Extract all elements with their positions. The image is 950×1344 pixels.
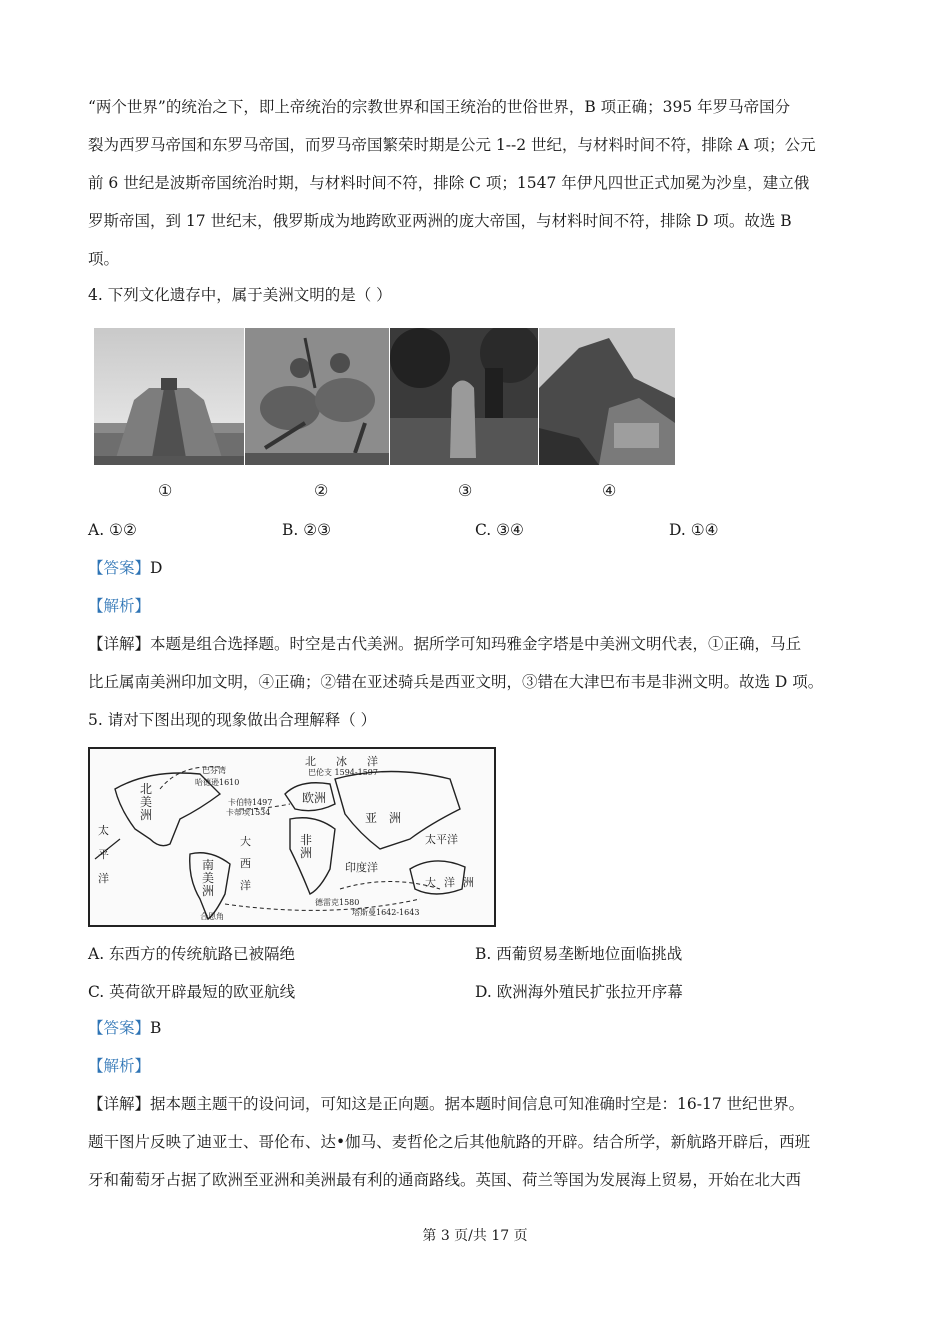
photo-great-zimbabwe xyxy=(390,328,538,465)
answer-tag: 【答案】 xyxy=(88,1019,151,1037)
q4-answer xyxy=(88,557,162,579)
q4-option-b: B. ②③ xyxy=(282,521,332,539)
q4-option-a: A. ①② xyxy=(88,521,137,539)
label-oceania: 大洋洲 xyxy=(425,876,482,889)
image-label-2: ② xyxy=(314,481,329,500)
photo-pyramid xyxy=(94,328,244,465)
photo-machu-picchu xyxy=(539,328,675,465)
q4-detail-line-2: 比丘属南美洲印加文明，④正确；②错在亚述骑兵是西亚文明，③错在大津巴布韦是非洲文明。故选 D 项。 xyxy=(88,673,824,691)
q5-answer xyxy=(88,1017,161,1039)
q5-option-b: B. 西葡贸易垄断地位面临挑战 xyxy=(475,945,683,963)
photo-assyrian-relief xyxy=(245,328,389,465)
label-pacific-right: 太平洋 xyxy=(425,833,458,846)
q4-analysis-tag: 【解析】 xyxy=(88,597,151,615)
label-tasman: 塔斯曼1642-1643 xyxy=(352,908,420,917)
label-europe: 欧洲 xyxy=(302,791,327,805)
intro-line-5: 项。 xyxy=(88,250,120,268)
image-label-3: ③ xyxy=(458,481,473,500)
q5-analysis-tag: 【解析】 xyxy=(88,1057,151,1075)
intro-line-2: 裂为西罗马帝国和东罗马帝国，而罗马帝国繁荣时期是公元 1--2 世纪，与材料时间不符，排除 A 项；公元 xyxy=(88,136,816,154)
q4-option-d: D. ①④ xyxy=(669,521,719,539)
q5-detail-line-3: 牙和葡萄牙占据了欧洲至亚洲和美洲最有利的通商路线。英国、荷兰等国为发展海上贸易，开始在北大西 xyxy=(88,1171,802,1189)
q5-stem: 5. 请对下图出现的现象做出合理解释（ ） xyxy=(88,711,377,729)
intro-line-1: “两个世界”的统治之下，即上帝统治的宗教世界和国王统治的世俗世界，B 项正确；395 年罗马帝国分 xyxy=(88,98,791,116)
label-hudson: 哈德逊1610 xyxy=(195,778,240,787)
detail-text: 本题是组合选择题。时空是古代美洲。据所学可知玛雅金字塔是中美洲文明代表，①正确，马丘 xyxy=(150,635,802,653)
detail-text: 据本题主题干的设问词，可知这是正向题。据本题时间信息可知准确时空是：16-17 世纪世界。 xyxy=(150,1095,805,1113)
q4-stem: 4. 下列文化遗存中，属于美洲文明的是（ ） xyxy=(88,286,392,304)
label-africa: 非洲 xyxy=(300,833,313,860)
q5-option-d: D. 欧洲海外殖民扩张拉开序幕 xyxy=(475,983,683,1001)
world-map-figure xyxy=(88,747,496,927)
q5-detail-line-1 xyxy=(88,1093,804,1115)
image-label-1: ① xyxy=(158,481,173,500)
q4-detail-line-1 xyxy=(88,633,801,655)
answer-value: B xyxy=(150,1019,162,1037)
label-north-america: 北美洲 xyxy=(140,782,153,822)
q4-option-c: C. ③④ xyxy=(475,521,524,539)
q5-option-a: A. 东西方的传统航路已被隔绝 xyxy=(88,945,296,963)
page-footer: 第 3 页/共 17 页 xyxy=(422,1228,528,1244)
label-indian-ocean: 印度洋 xyxy=(345,861,378,874)
label-cabot: 卡伯特1497 xyxy=(228,798,273,807)
label-arctic: 北冰洋 xyxy=(305,755,398,768)
detail-tag: 【详解】 xyxy=(88,1095,151,1113)
label-asia: 亚洲 xyxy=(365,811,414,825)
image-label-4: ④ xyxy=(602,481,617,500)
answer-tag: 【答案】 xyxy=(88,559,151,577)
label-barents: 巴伦支 1594-1597 xyxy=(308,768,378,777)
label-drake: 德雷克1580 xyxy=(315,898,360,907)
q5-option-c: C. 英荷欲开辟最短的欧亚航线 xyxy=(88,983,296,1001)
q5-detail-line-2: 题干图片反映了迪亚士、哥伦布、达•伽马、麦哲伦之后其他航路的开辟。结合所学，新航路开辟后，西班 xyxy=(88,1133,811,1151)
label-cartier: 卡蒂埃1534 xyxy=(226,808,271,817)
answer-value: D xyxy=(150,559,163,577)
label-south-america: 南美洲 xyxy=(202,858,215,898)
label-baffin: 巴芬湾 xyxy=(202,766,226,775)
label-atlantic: 大西洋 xyxy=(240,835,251,892)
label-pacific-left: 太平洋 xyxy=(98,824,109,885)
intro-line-4: 罗斯帝国，到 17 世纪末，俄罗斯成为地跨欧亚两洲的庞大帝国，与材料时间不符，排除 D 项。故选 B xyxy=(88,212,792,230)
detail-tag: 【详解】 xyxy=(88,635,151,653)
intro-line-3: 前 6 世纪是波斯帝国统治时期，与材料时间不符，排除 C 项；1547 年伊凡四世正式加冕为沙皇，建立俄 xyxy=(88,174,810,192)
label-cape-horn: 合恩角 xyxy=(200,912,224,921)
